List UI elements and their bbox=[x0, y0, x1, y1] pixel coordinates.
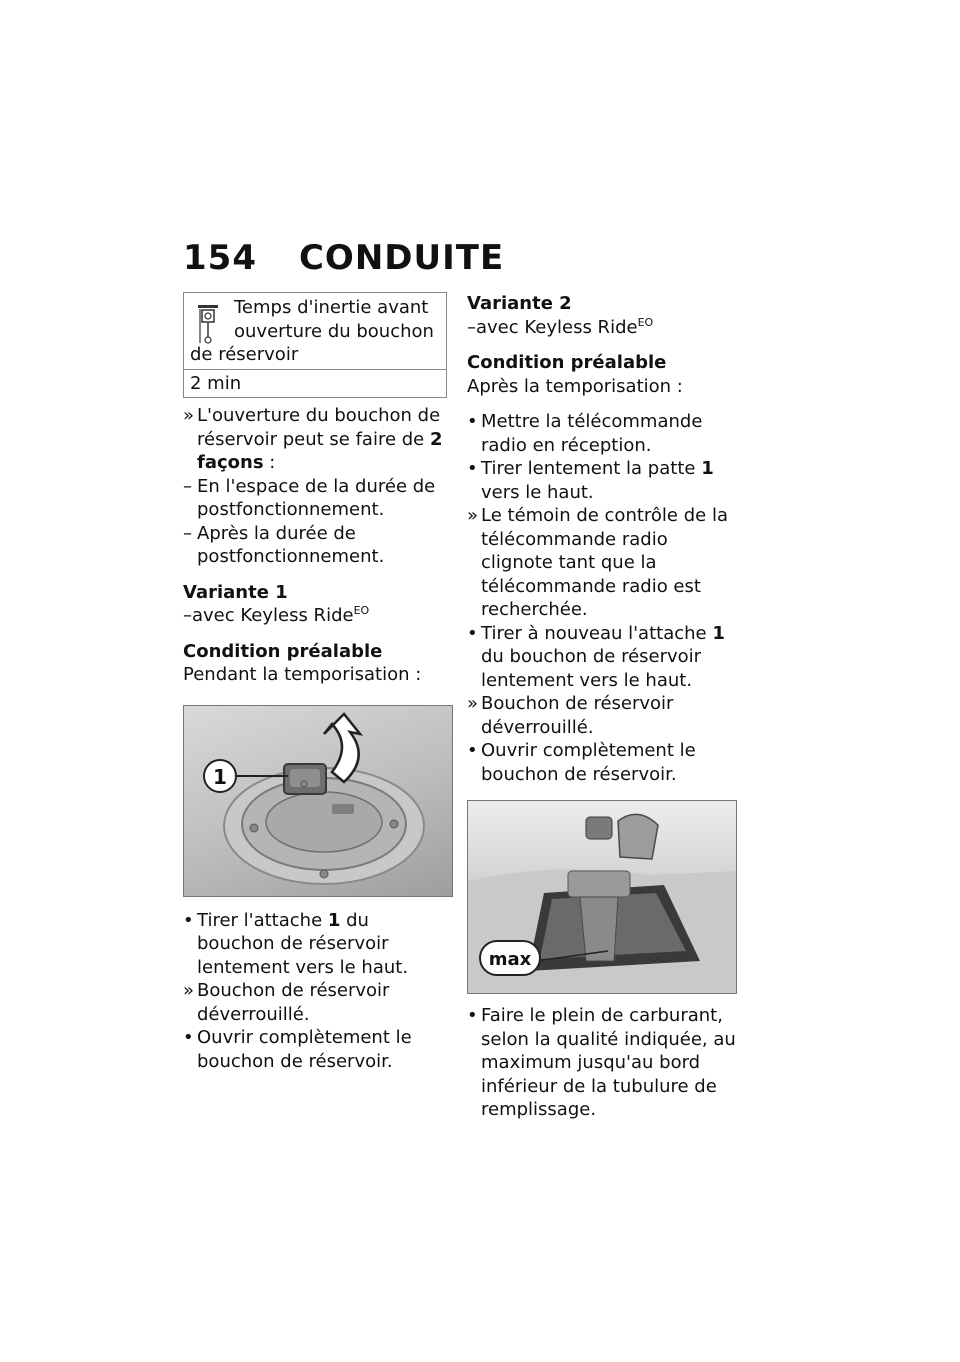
step-item: » Le témoin de contrôle de la télécommande radio clignote tant que la télécommande radio est recherchée. bbox=[467, 505, 728, 620]
page-header bbox=[183, 238, 504, 278]
variant-title: Variante 2 bbox=[467, 293, 572, 314]
time-icon bbox=[196, 303, 224, 347]
variant-subtitle: –avec Keyless Ride$^{EO}$ bbox=[467, 315, 654, 338]
variant-1 bbox=[183, 581, 451, 628]
section-title: CONDUITE bbox=[298, 238, 505, 278]
intro-result: » L'ouverture du bouchon de réservoir peut se faire de 2 façons : bbox=[183, 405, 443, 473]
figure-label-max: max bbox=[488, 949, 532, 970]
condition-title: Condition préalable bbox=[183, 640, 383, 662]
condition-text: Pendant la temporisation : bbox=[183, 664, 422, 685]
spec-title-cont: de réservoir bbox=[190, 344, 299, 365]
step-item: » Bouchon de réservoir déverrouillé. bbox=[467, 693, 674, 738]
step-item: • Tirer lentement la patte 1 vers le haut. bbox=[467, 458, 714, 503]
condition-title: Condition préalable bbox=[467, 352, 667, 373]
variant-title: Variante 1 bbox=[183, 581, 288, 603]
way-item: – Après la durée de postfonctionnement. bbox=[183, 522, 385, 567]
condition-text: Après la temporisation : bbox=[467, 375, 683, 397]
page-number: 154 bbox=[183, 238, 257, 278]
condition bbox=[467, 351, 739, 398]
filler-neck-figure bbox=[467, 800, 737, 994]
step-item: • Tirer l'attache 1 du bouchon de réservoir lentement vers le haut. bbox=[183, 909, 409, 978]
variant-subtitle: –avec Keyless Ride$^{EO}$ bbox=[183, 604, 370, 626]
step-item: • Ouvrir complètement le bouchon de réservoir. bbox=[467, 740, 696, 785]
spec-box bbox=[183, 292, 447, 398]
spec-title: Temps d'inertie avant ouverture du bouchon bbox=[234, 297, 434, 342]
step-item: • Ouvrir complètement le bouchon de réservoir. bbox=[183, 1027, 412, 1072]
fuel-cap-illustration bbox=[184, 706, 452, 896]
fuel-cap-figure bbox=[183, 705, 453, 897]
step-item: • Tirer à nouveau l'attache 1 du bouchon de réservoir lentement vers le haut. bbox=[467, 622, 725, 691]
right-column bbox=[467, 292, 739, 1122]
figure-callout-1: 1 bbox=[213, 764, 227, 789]
filler-neck-illustration bbox=[468, 801, 737, 993]
spec-value: 2 min bbox=[184, 369, 446, 398]
left-column bbox=[183, 292, 451, 1073]
step-item: » Bouchon de réservoir déverrouillé. bbox=[183, 980, 390, 1025]
condition bbox=[183, 640, 451, 687]
variant-2 bbox=[467, 292, 739, 339]
step-item: • Mettre la télécommande radio en réception. bbox=[467, 411, 703, 456]
way-item: – En l'espace de la durée de postfonctionnement. bbox=[183, 475, 436, 520]
final-step: • Faire le plein de carburant, selon la qualité indiquée, au maximum jusqu'au bord inférieur de la tubulure de remplissage. bbox=[467, 1005, 736, 1120]
